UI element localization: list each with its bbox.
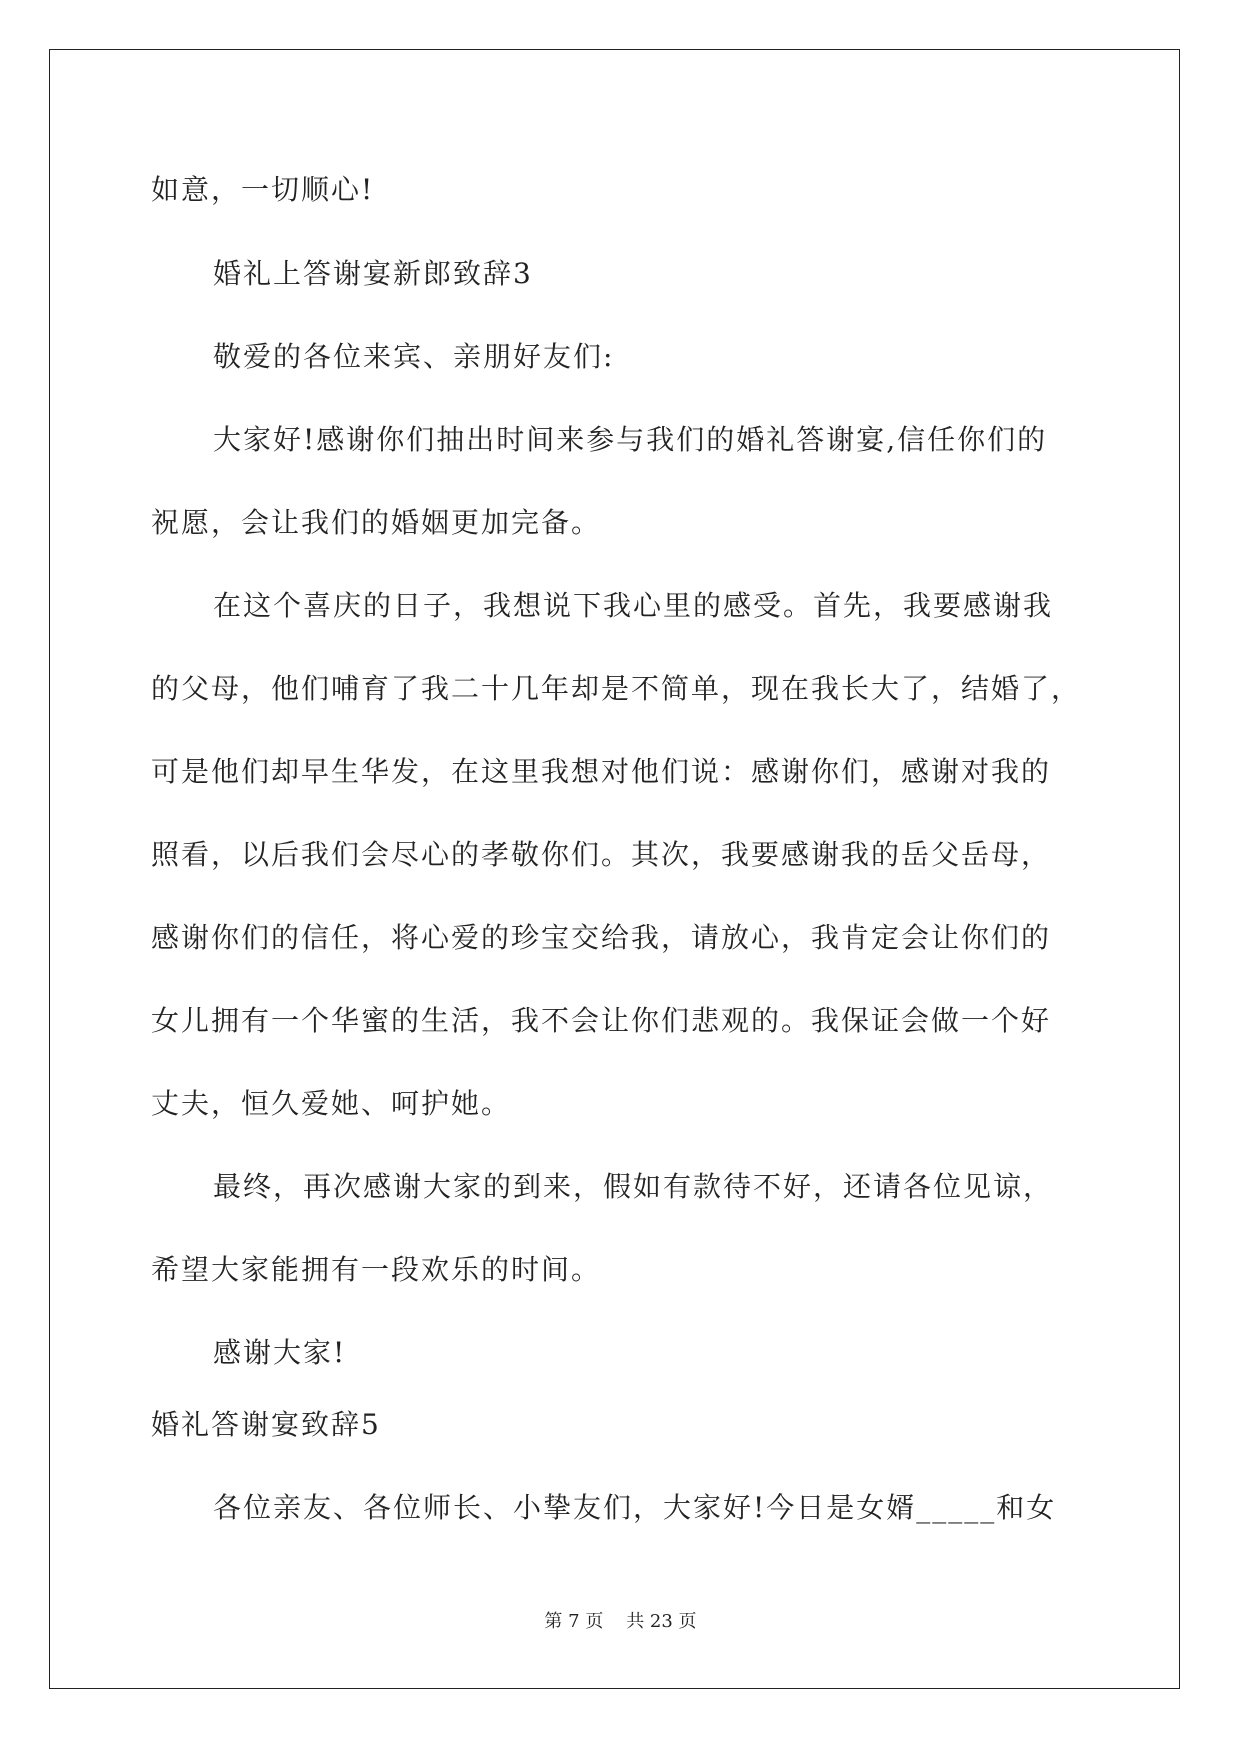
text-line: 女儿拥有一个华蜜的生活，我不会让你们悲观的。我保证会做一个好 (151, 1004, 1052, 1037)
page-number: 第 7 页 共 23 页 (544, 1611, 697, 1632)
text-line: 大家好!感谢你们抽出时间来参与我们的婚礼答谢宴,信任你们的 (213, 423, 1048, 456)
section-heading: 婚礼上答谢宴新郎致辞3 (213, 257, 533, 290)
text-line: 照看，以后我们会尽心的孝敬你们。其次，我要感谢我的岳父岳母， (151, 838, 1052, 871)
text-line: 的父母，他们哺育了我二十几年却是不简单，现在我长大了，结婚了， (151, 672, 1082, 705)
text-line: 祝愿，会让我们的婚姻更加完备。 (151, 506, 602, 539)
closing-line: 感谢大家! (213, 1336, 347, 1369)
salutation: 敬爱的各位来宾、亲朋好友们: (213, 340, 615, 373)
text-line: 希望大家能拥有一段欢乐的时间。 (151, 1253, 602, 1286)
text-line: 丈夫，恒久爱她、呵护她。 (151, 1087, 512, 1120)
text-line: 如意，一切顺心! (151, 173, 375, 206)
text-line: 最终，再次感谢大家的到来，假如有款待不好，还请各位见谅， (213, 1170, 1054, 1203)
section-heading: 婚礼答谢宴致辞5 (151, 1408, 381, 1441)
text-line: 感谢你们的信任，将心爱的珍宝交给我，请放心，我肯定会让你们的 (151, 921, 1052, 954)
text-line: 可是他们却早生华发，在这里我想对他们说：感谢你们，感谢对我的 (151, 755, 1052, 788)
text-line: 各位亲友、各位师长、小挚友们，大家好!今日是女婿_____和女 (213, 1491, 1057, 1524)
text-line: 在这个喜庆的日子，我想说下我心里的感受。首先，我要感谢我 (213, 589, 1054, 622)
